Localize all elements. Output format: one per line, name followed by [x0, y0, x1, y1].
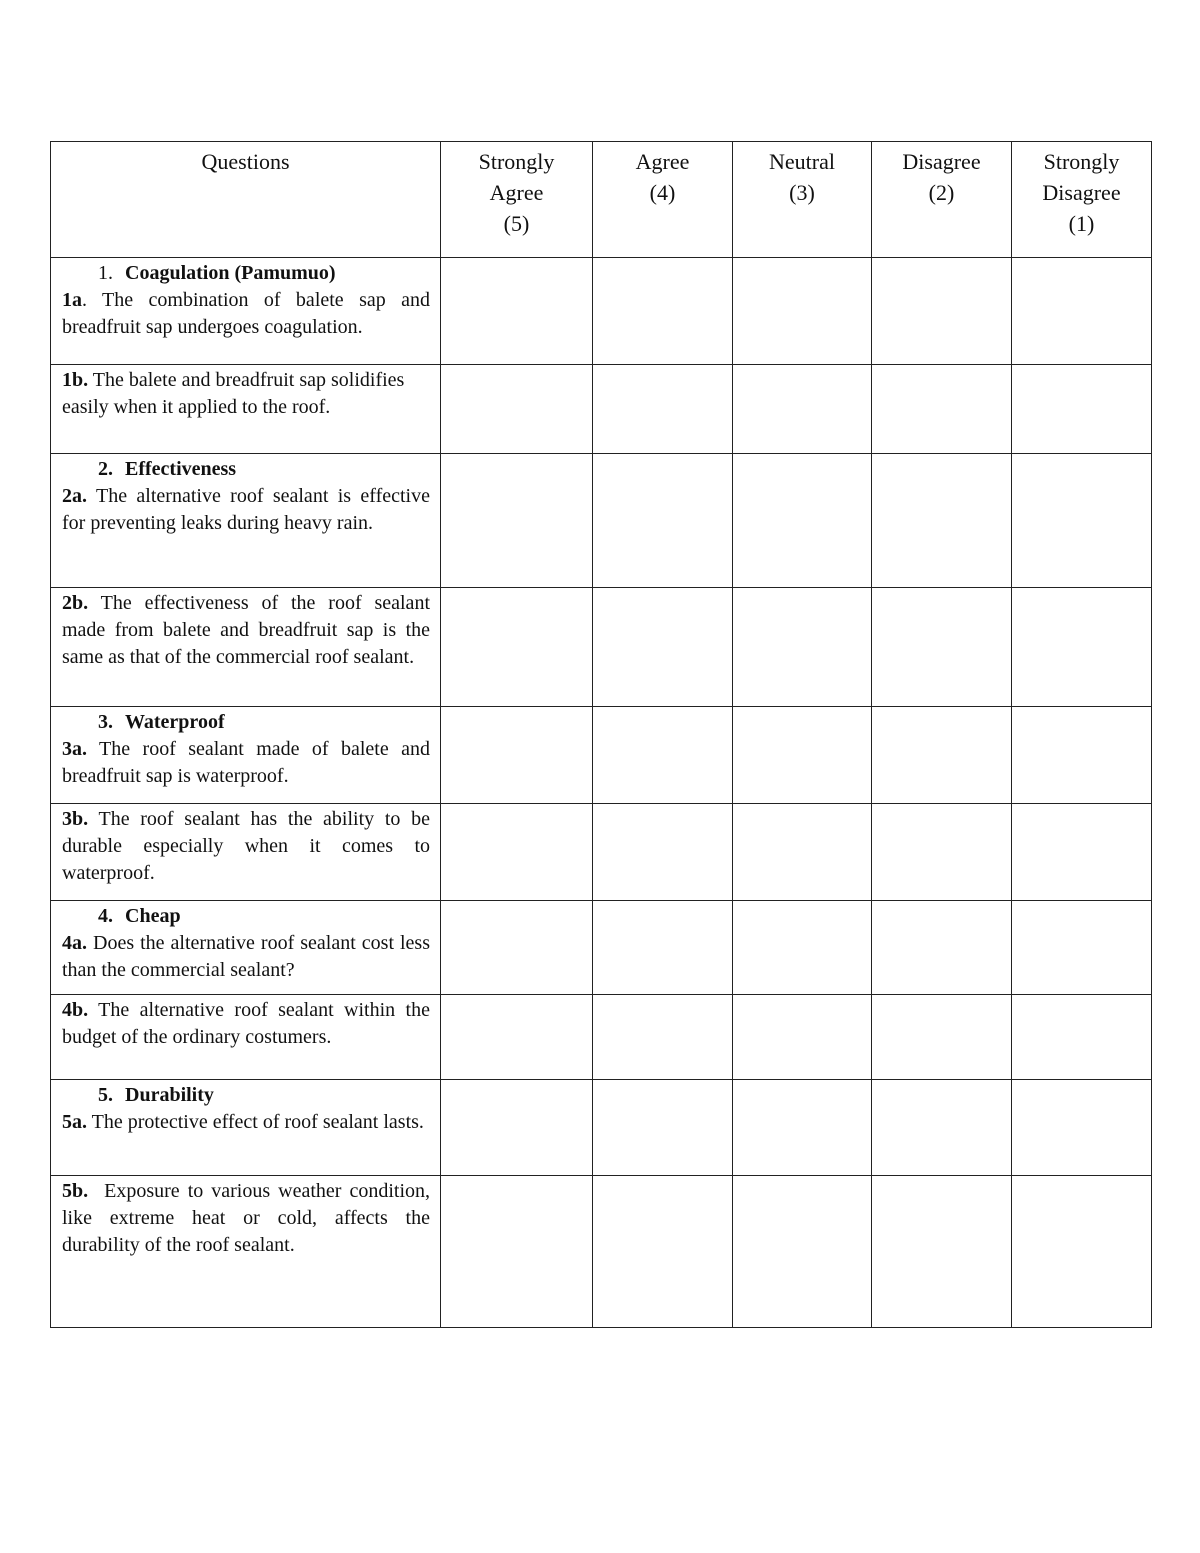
answer-cell-2[interactable] [872, 258, 1012, 365]
answer-cell-5[interactable] [441, 365, 593, 454]
table-row [51, 901, 1152, 995]
answer-cell-4[interactable] [593, 588, 733, 707]
section-heading: 5. Durability [98, 1084, 214, 1106]
answer-cell-5[interactable] [441, 1176, 593, 1328]
answer-cell-4[interactable] [593, 804, 733, 901]
answer-cell-3[interactable] [733, 1176, 872, 1328]
answer-cell-5[interactable] [441, 707, 593, 804]
answer-cell-4[interactable] [593, 901, 733, 995]
answer-cell-4[interactable] [593, 258, 733, 365]
neutral-header: Neutral (3) [733, 142, 872, 258]
answer-cell-2[interactable] [872, 365, 1012, 454]
answer-cell-1[interactable] [1012, 365, 1152, 454]
answer-cell-4[interactable] [593, 365, 733, 454]
table-row [51, 1080, 1152, 1176]
question-cell: 5. Durability 5a. The protective effect of roof sealant lasts. [51, 1080, 441, 1176]
table-row [51, 707, 1152, 804]
question-cell: 4. Cheap 4a. Does the alternative roof sealant cost less than the commercial sealant? [51, 901, 441, 995]
answer-cell-5[interactable] [441, 454, 593, 588]
question-cell: 3b. The roof sealant has the ability to be durable especially when it comes to waterproof. [51, 804, 441, 901]
table-row [51, 365, 1152, 454]
table-row [51, 258, 1152, 365]
answer-cell-4[interactable] [593, 1176, 733, 1328]
strongly-agree-header: Strongly Agree (5) [441, 142, 593, 258]
answer-cell-2[interactable] [872, 454, 1012, 588]
answer-cell-1[interactable] [1012, 804, 1152, 901]
answer-cell-5[interactable] [441, 901, 593, 995]
likert-survey-table [50, 141, 1152, 1328]
table-row [51, 454, 1152, 588]
answer-cell-3[interactable] [733, 588, 872, 707]
question-cell: 3. Waterproof 3a. The roof sealant made of balete and breadfruit sap is waterproof. [51, 707, 441, 804]
answer-cell-2[interactable] [872, 995, 1012, 1080]
table-row [51, 995, 1152, 1080]
answer-cell-1[interactable] [1012, 1080, 1152, 1176]
strongly-disagree-header: Strongly Disagree (1) [1012, 142, 1152, 258]
answer-cell-2[interactable] [872, 1080, 1012, 1176]
questions-header: Questions [51, 142, 441, 258]
question-cell: 2. Effectiveness 2a. The alternative roof sealant is effective for preventing leaks during heavy rain. [51, 454, 441, 588]
question-cell: 5b. Exposure to various weather condition, like extreme heat or cold, affects the durability of the roof sealant. [51, 1176, 441, 1328]
answer-cell-4[interactable] [593, 707, 733, 804]
answer-cell-1[interactable] [1012, 588, 1152, 707]
answer-cell-2[interactable] [872, 588, 1012, 707]
answer-cell-3[interactable] [733, 901, 872, 995]
section-heading: 1. Coagulation (Pamumuo) [98, 262, 336, 284]
answer-cell-1[interactable] [1012, 901, 1152, 995]
question-cell: 2b. The effectiveness of the roof sealant made from balete and breadfruit sap is the same as that of the commercial roof sealant. [51, 588, 441, 707]
disagree-header: Disagree (2) [872, 142, 1012, 258]
answer-cell-5[interactable] [441, 804, 593, 901]
answer-cell-1[interactable] [1012, 707, 1152, 804]
section-heading: 2. Effectiveness [98, 458, 237, 480]
answer-cell-2[interactable] [872, 707, 1012, 804]
answer-cell-3[interactable] [733, 1080, 872, 1176]
section-heading: 3. Waterproof [98, 711, 225, 733]
question-cell: 1. Coagulation (Pamumuo) 1a. The combination of balete sap and breadfruit sap undergoes coagulation. [51, 258, 441, 365]
table-row [51, 1176, 1152, 1328]
answer-cell-4[interactable] [593, 995, 733, 1080]
answer-cell-5[interactable] [441, 258, 593, 365]
answer-cell-1[interactable] [1012, 454, 1152, 588]
answer-cell-3[interactable] [733, 707, 872, 804]
answer-cell-1[interactable] [1012, 995, 1152, 1080]
section-heading: 4. Cheap [98, 905, 181, 927]
table-row [51, 804, 1152, 901]
answer-cell-1[interactable] [1012, 1176, 1152, 1328]
answer-cell-3[interactable] [733, 995, 872, 1080]
question-cell: 4b. The alternative roof sealant within the budget of the ordinary costumers. [51, 995, 441, 1080]
question-cell: 1b. The balete and breadfruit sap solidifies easily when it applied to the roof. [51, 365, 441, 454]
answer-cell-4[interactable] [593, 1080, 733, 1176]
answer-cell-3[interactable] [733, 258, 872, 365]
answer-cell-5[interactable] [441, 995, 593, 1080]
answer-cell-5[interactable] [441, 588, 593, 707]
answer-cell-2[interactable] [872, 1176, 1012, 1328]
answer-cell-3[interactable] [733, 365, 872, 454]
answer-cell-2[interactable] [872, 804, 1012, 901]
agree-header: Agree (4) [593, 142, 733, 258]
answer-cell-5[interactable] [441, 1080, 593, 1176]
answer-cell-1[interactable] [1012, 258, 1152, 365]
header-row [51, 142, 1152, 258]
answer-cell-3[interactable] [733, 804, 872, 901]
table-row [51, 588, 1152, 707]
answer-cell-4[interactable] [593, 454, 733, 588]
answer-cell-3[interactable] [733, 454, 872, 588]
answer-cell-2[interactable] [872, 901, 1012, 995]
